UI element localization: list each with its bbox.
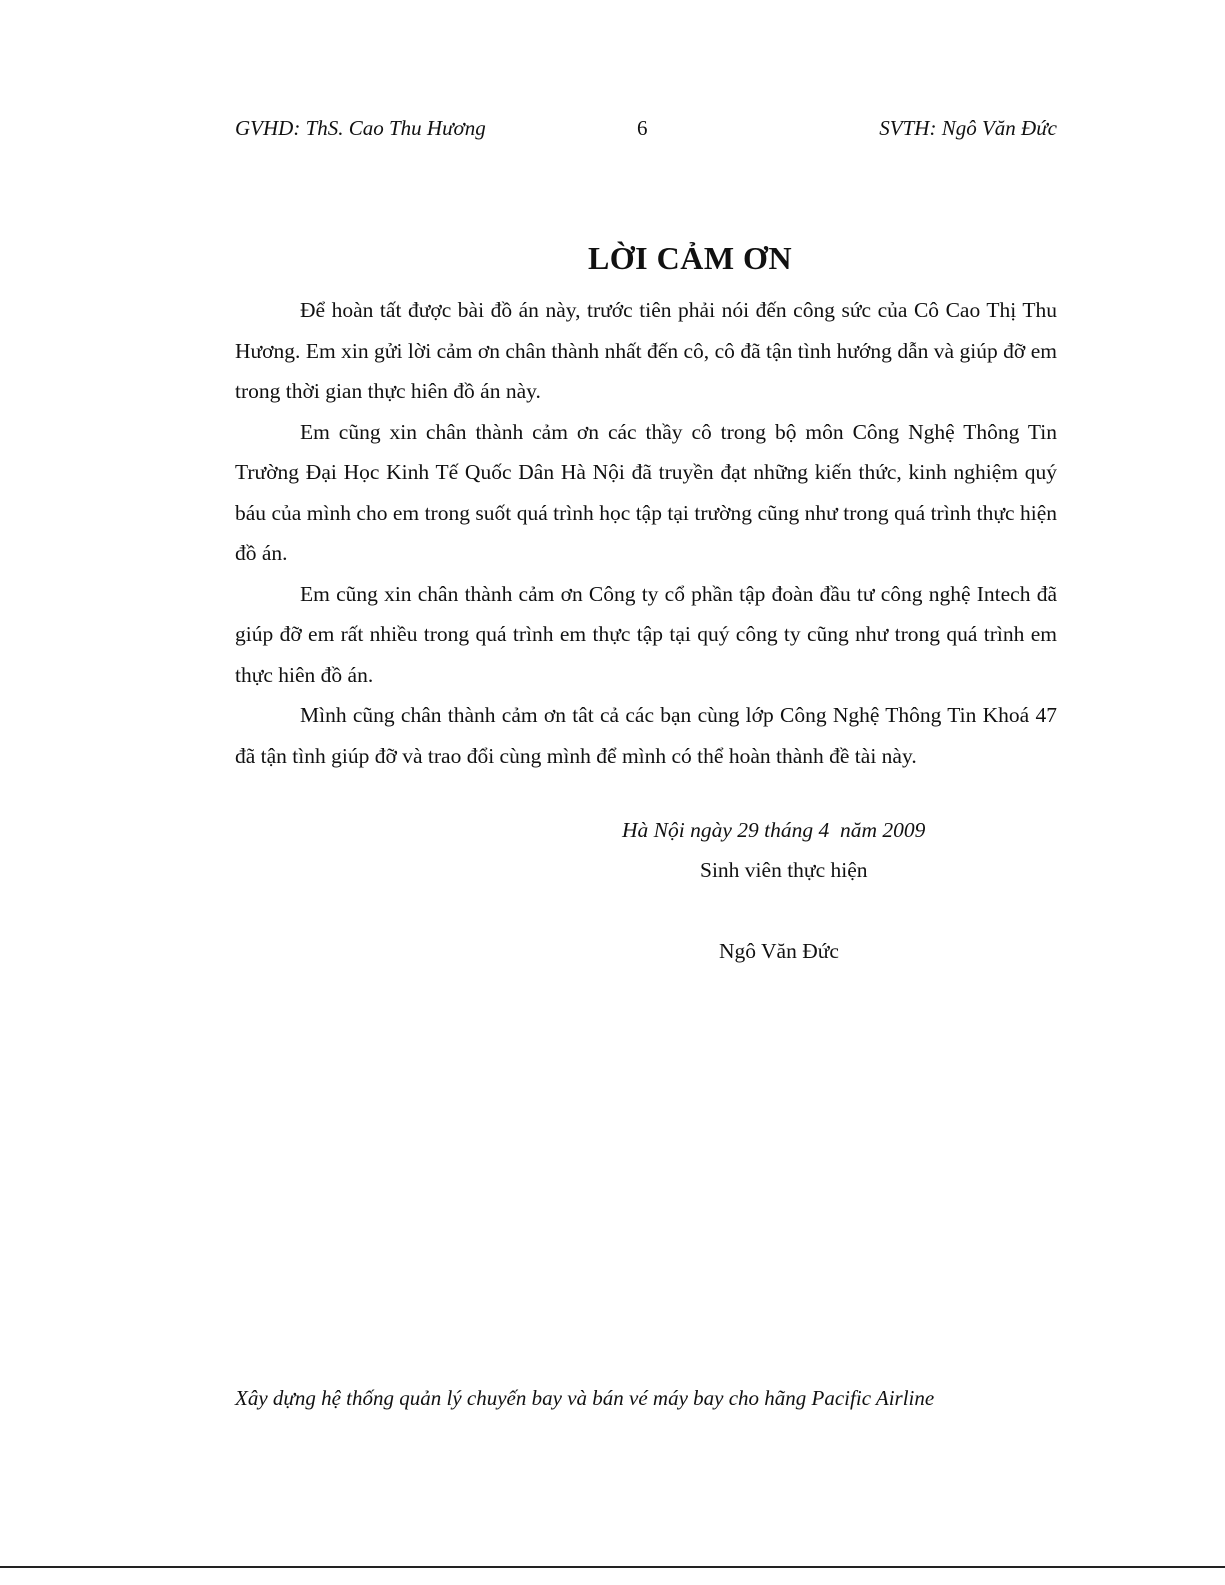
paragraph: Em cũng xin chân thành cảm ơn các thầy cô trong bộ môn Công Nghệ Thông Tin Trường Đại Học Kinh Tế Quốc Dân Hà Nội đã truyền đạt những kiến thức, kinh nghiệm quý báu của mình cho em trong suốt quá trình học tập tại trường cũng như trong quá trình thực hiện đồ án. [235, 419, 1057, 565]
advisor-label: GVHD: ThS. Cao Thu Hương [235, 116, 486, 140]
page-title: LỜI CẢM ƠN [587, 240, 793, 276]
paragraph: Để hoàn tất được bài đồ án này, trước tiên phải nói đến công sức của Cô Cao Thị Thu Hương. Em xin gửi lời cảm ơn chân thành nhất đến cô, cô đã tận tình hướng dẫn và giúp đỡ em trong thời gian thực hiên đồ án này. [235, 298, 1057, 403]
paragraph: Mình cũng chân thành cảm ơn tât cả các bạn cùng lớp Công Nghệ Thông Tin Khoá 47 đã tận tình giúp đỡ và trao đổi cùng mình để mình có thể hoàn thành đề tài này. [235, 703, 1057, 768]
page-header [235, 116, 1057, 146]
page-footer: Xây dựng hệ thống quản lý chuyến bay và bán vé máy bay cho hãng Pacific Airline [235, 1386, 935, 1410]
paragraph: Em cũng xin chân thành cảm ơn Công ty cổ phần tập đoàn đầu tư công nghệ Intech đã giúp đỡ em rất nhiều trong quá trình em thực tập tại quý công ty cũng như trong quá trình em thực hiên đồ án. [235, 581, 1057, 687]
page-number: 6 [637, 116, 648, 140]
signature-role: Sinh viên thực hiện [700, 858, 868, 882]
acknowledgement-body [235, 290, 1057, 776]
signature-name: Ngô Văn Đức [719, 939, 839, 963]
signature-date: Hà Nội ngày 29 tháng 4 năm 2009 [622, 818, 926, 842]
bottom-divider [0, 1566, 1225, 1568]
student-label: SVTH: Ngô Văn Đức [879, 116, 1057, 140]
